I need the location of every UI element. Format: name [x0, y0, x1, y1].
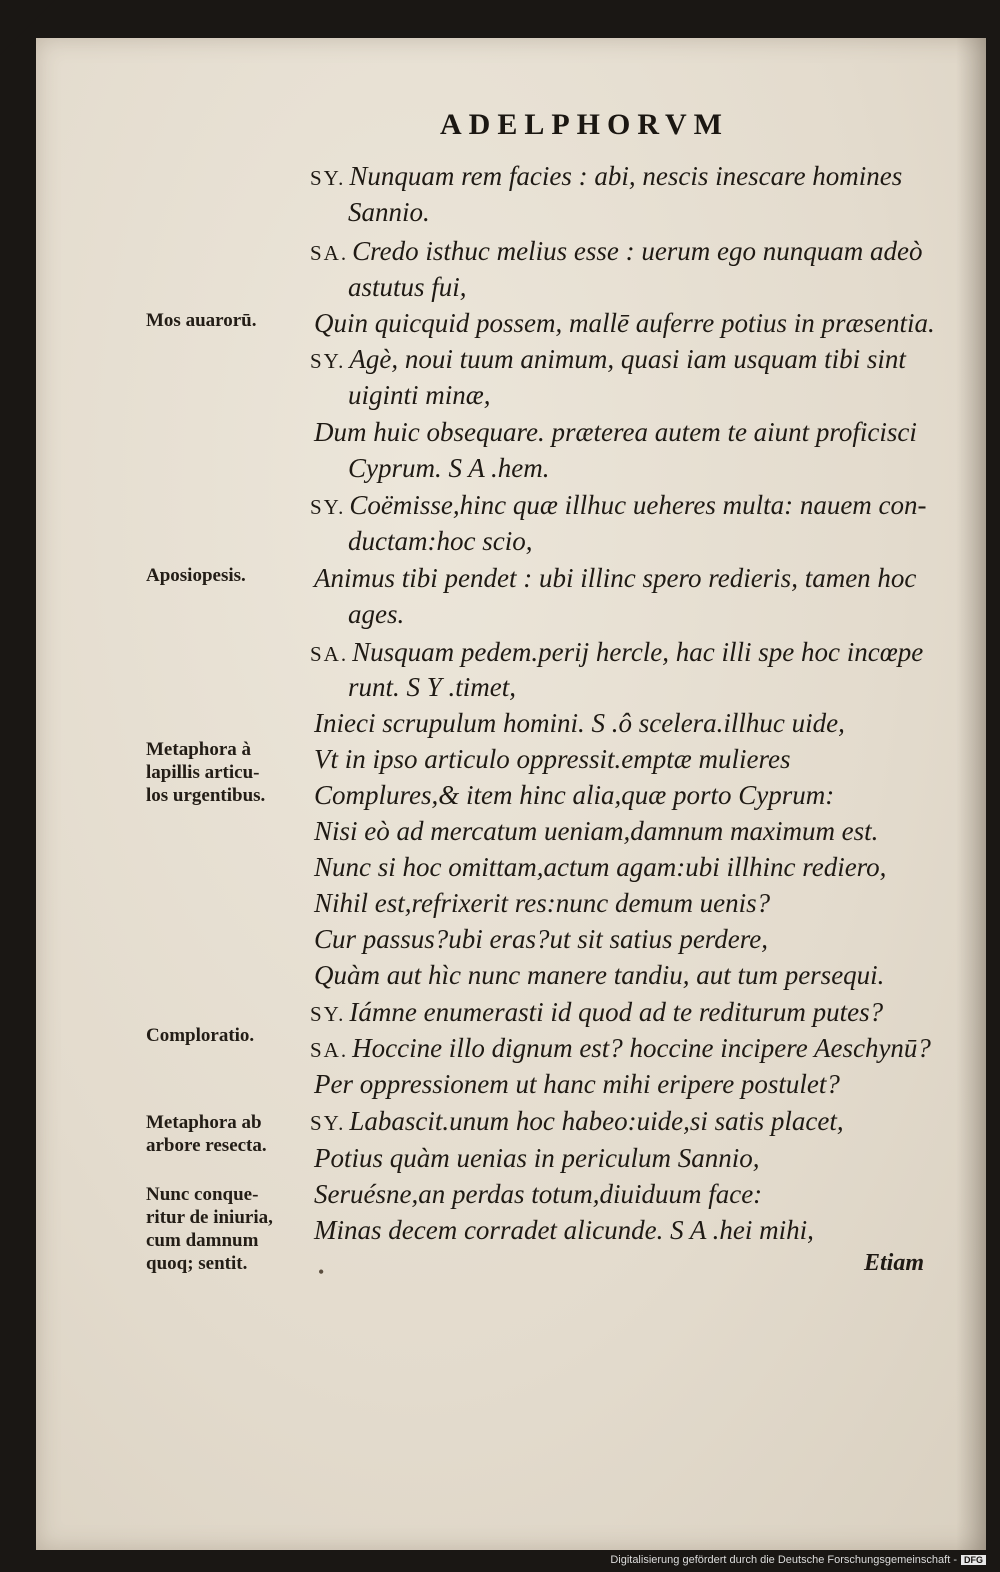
- marginal-note-line: Comploratio.: [146, 1025, 255, 1046]
- verse-text: Labascit.unum hoc habeo:uide,si satis placet,: [349, 1106, 844, 1136]
- verse-line: [314, 1212, 954, 1248]
- speaker-label: SY.: [310, 1002, 346, 1026]
- speaker-label: SA.: [310, 241, 349, 265]
- dfg-logo: DFG: [961, 1555, 986, 1565]
- verse-line: [314, 305, 954, 341]
- verse-line: [310, 634, 950, 672]
- verse-line: [348, 669, 988, 705]
- verse-line: [348, 523, 988, 559]
- verse-text: Hoccine illo dignum est? hoccine incipere Aeschynū?: [352, 1033, 931, 1063]
- verse-text: Inieci scrupulum homini. S .ô scelera.illhuc uide,: [314, 708, 845, 738]
- marginal-note-line: ritur de iniuria,: [146, 1207, 273, 1228]
- verse-line: [310, 158, 950, 196]
- verse-text: Potius quàm uenias in periculum Sannio,: [314, 1143, 760, 1173]
- marginal-note-line: Mos auarorū.: [146, 310, 257, 331]
- verse-text: Per oppressionem ut hanc mihi eripere postulet?: [314, 1069, 840, 1099]
- catchword: Etiam: [864, 1250, 925, 1276]
- verse-text: ages.: [348, 599, 405, 629]
- verse-text: Agè, noui tuum animum, quasi iam usquam tibi sint: [349, 344, 906, 374]
- verse-line: [314, 741, 954, 777]
- verse-line: [314, 957, 954, 993]
- verse-line: [314, 1140, 954, 1176]
- verse-text: Cyprum. S A .hem.: [348, 453, 550, 483]
- verse-text: uiginti minæ,: [348, 380, 491, 410]
- folded-corner: [0, 0, 55, 55]
- verse-text: Animus tibi pendet : ubi illinc spero redieris, tamen hoc: [314, 563, 917, 593]
- marginal-note-line: cum damnum: [146, 1230, 259, 1251]
- verse-line: [314, 1066, 954, 1102]
- speaker-label: SA.: [310, 642, 349, 666]
- marginal-note-line: arbore resecta.: [146, 1135, 267, 1156]
- marginal-note-line: lapillis articu-: [146, 762, 260, 783]
- verse-text: Nunc si hoc omittam,actum agam:ubi illhinc rediero,: [314, 852, 887, 882]
- verse-line: [314, 1176, 954, 1212]
- verse-line: [310, 994, 950, 1032]
- verse-text: Dum huic obsequare. præterea autem te aiunt proficisci: [314, 417, 917, 447]
- verse-text: Seruésne,an perdas totum,diuiduum face:: [314, 1179, 763, 1209]
- marginal-note: [146, 738, 316, 807]
- verse-line: [314, 885, 954, 921]
- verse-line: [310, 1103, 950, 1141]
- verse-line: [314, 849, 954, 885]
- verse-text: Nusquam pedem.perij hercle, hac illi spe hoc incœpe: [352, 637, 924, 667]
- verse-text: Vt in ipso articulo oppressit.emptæ mulieres: [314, 744, 791, 774]
- marginal-note: [146, 309, 316, 332]
- verse-text: Minas decem corradet alicunde. S A .hei mihi,: [314, 1215, 814, 1245]
- verse-line: [310, 341, 950, 379]
- speaker-label: SY.: [310, 166, 346, 190]
- marginal-note: [146, 1024, 316, 1047]
- verse-line: [310, 487, 950, 525]
- credit-text: Digitalisierung gefördert durch die Deutsche Forschungsgemeinschaft -: [610, 1554, 957, 1566]
- verse-line: [348, 269, 988, 305]
- marginal-note-line: los urgentibus.: [146, 785, 266, 806]
- speaker-label: SY.: [310, 349, 346, 373]
- verse-line: [310, 1030, 950, 1068]
- speaker-label: SY.: [310, 495, 346, 519]
- running-head: ADELPHORVM: [440, 108, 729, 141]
- marginal-note-line: Metaphora ab: [146, 1112, 262, 1133]
- verse-line: [314, 921, 954, 957]
- printer-mark: •: [318, 1262, 325, 1282]
- marginal-note-line: Aposiopesis.: [146, 565, 246, 586]
- marginal-note: [146, 1111, 316, 1157]
- marginal-note: [146, 1183, 316, 1275]
- verse-text: astutus fui,: [348, 272, 467, 302]
- verse-text: runt. S Y .timet,: [348, 672, 517, 702]
- marginal-note-line: Metaphora à: [146, 739, 252, 760]
- verse-text: Nihil est,refrixerit res:nunc demum uenis?: [314, 888, 771, 918]
- verse-line: [314, 560, 954, 596]
- digitization-credit: [610, 1554, 986, 1566]
- marginal-note: [146, 564, 316, 587]
- speaker-label: SA.: [310, 1038, 349, 1062]
- verse-text: Credo isthuc melius esse : uerum ego nunquam adeò: [352, 236, 923, 266]
- speaker-label: SY.: [310, 1111, 346, 1135]
- page-gutter-shadow: [956, 38, 986, 1550]
- verse-line: [348, 377, 988, 413]
- verse-line: [314, 777, 954, 813]
- verse-text: Quin quicquid possem, mallē auferre potius in præsentia.: [314, 308, 935, 338]
- verse-text: Cur passus?ubi eras?ut sit satius perdere,: [314, 924, 769, 954]
- verse-line: [348, 596, 988, 632]
- verse-line: [314, 813, 954, 849]
- verse-line: [310, 233, 950, 271]
- marginal-note-line: Nunc conque-: [146, 1184, 259, 1205]
- verse-line: [314, 705, 954, 741]
- verse-text: Coëmisse,hinc quæ illhuc ueheres multa: nauem con-: [349, 490, 927, 520]
- verse-text: Quàm aut hìc nunc manere tandiu, aut tum persequi.: [314, 960, 885, 990]
- verse-text: Nunquam rem facies : abi, nescis inescare homines: [349, 161, 903, 191]
- verse-text: Iámne enumerasti id quod ad te rediturum putes?: [349, 997, 884, 1027]
- verse-text: ductam:hoc scio,: [348, 526, 533, 556]
- verse-line: [314, 414, 954, 450]
- verse-text: Complures,& item hinc alia,quæ porto Cyprum:: [314, 780, 835, 810]
- verse-line: [348, 194, 988, 230]
- verse-text: Nisi eò ad mercatum ueniam,damnum maximum est.: [314, 816, 879, 846]
- verse-text: Sannio.: [348, 197, 430, 227]
- verse-line: [348, 450, 988, 486]
- marginal-note-line: quoq; sentit.: [146, 1253, 248, 1274]
